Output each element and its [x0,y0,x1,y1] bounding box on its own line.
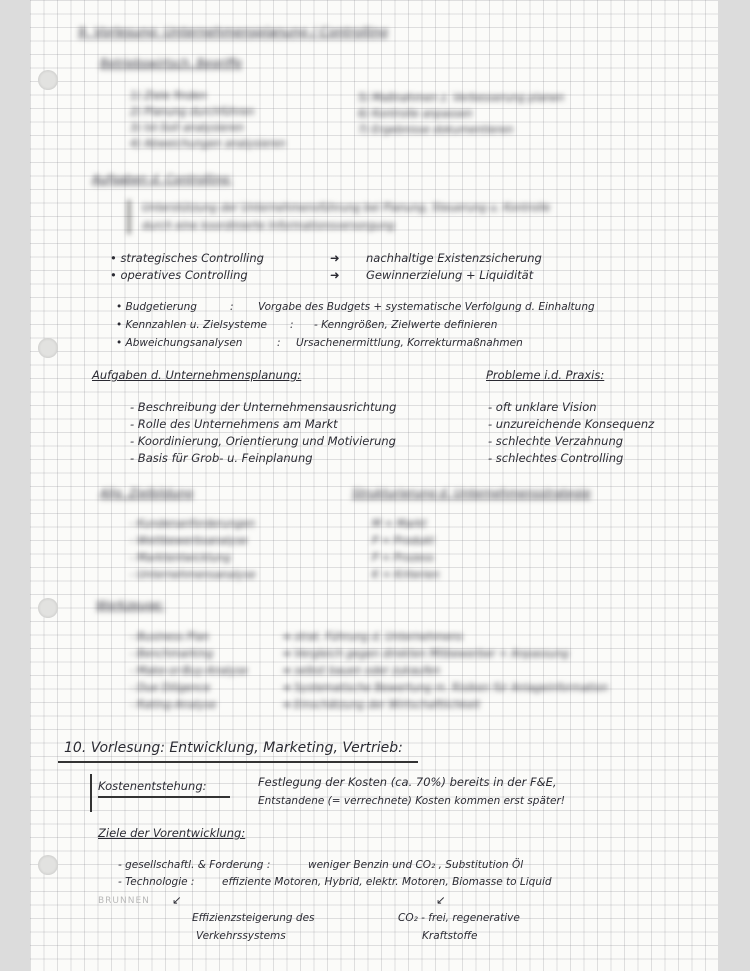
tool-desc: Vorgabe des Budgets + systematische Verfolgung d. Einhaltung [258,301,595,313]
list-item: ➜ Einschätzung der Wirtschaftlichkeit [282,699,481,711]
tool-desc: Ursachenermittlung, Korrekturmaßnahmen [296,337,523,349]
separator: : [277,337,281,349]
brand-mark: BRUNNEN [98,896,150,906]
controlling-goal: nachhaltige Existenzsicherung [366,251,542,265]
title-underline [58,761,418,763]
tool-name: • Budgetierung [116,301,197,313]
list-item: - Unternehmensanalyse [130,569,256,581]
problem-item: - schlechte Verzahnung [488,434,624,448]
label-underline [98,796,230,798]
result-text: CO₂ - frei, regenerative [398,912,520,924]
list-item: 5) Maßnahmen z. Verbesserung planen [358,92,565,104]
tool-desc: - Kenngrößen, Zielwerte definieren [314,319,498,331]
section-heading: Werkzeuge: [96,598,165,612]
planning-item: - Beschreibung der Unternehmensausrichtung [130,400,397,414]
box-text: Unterstützung der Unternehmensführung bei Planung, Steuerung u. Kontrolle [142,202,551,214]
list-item: P = Produkt [372,535,435,547]
tool-name: • Abweichungsanalysen [116,337,243,349]
list-item: P = Prozess [372,552,434,564]
box-text: durch eine koordinierte Informationsversorgung [142,220,395,232]
problems-heading: Probleme i.d. Praxis: [486,368,605,382]
cost-text: Entstandene (= verrechnete) Kosten kommen erst später! [258,795,565,807]
arrow-icon: ↙ [436,893,446,907]
planning-heading: Aufgaben d. Unternehmensplanung: [92,368,302,382]
goals-heading: Ziele der Vorentwicklung: [98,826,246,840]
goal-desc: weniger Benzin und CO₂ , Substitution Öl [308,859,524,871]
cost-text: Festlegung der Kosten (ca. 70%) bereits in der F&E, [258,775,557,789]
list-item: 3) Ist-Soll analysieren [130,122,244,134]
tool-name: • Kennzahlen u. Zielsysteme [116,319,268,331]
goal-category: - Technologie : [118,876,195,888]
list-item: - Marktentwicklung [130,552,231,564]
list-item: - Benchmarking [130,648,214,660]
list-item: - Due Diligence [130,682,211,694]
problem-item: - oft unklare Vision [488,400,597,414]
punch-hole [38,598,58,618]
box-bar [90,774,92,812]
list-item: - Rating-Analyse [130,699,217,711]
list-item: - Wettbewerbsanalyse [130,535,248,547]
list-item: 6) Kontrolle anpassen [358,108,473,120]
list-item: 1) Ziele finden [130,90,207,102]
punch-hole [38,855,58,875]
planning-item: - Koordinierung, Orientierung und Motivierung [130,434,396,448]
section-heading: Allg. Zielbildung [100,486,194,500]
list-item: 7) Ergebnisse dokumentieren [358,124,514,136]
controlling-type: • strategisches Controlling [110,251,264,265]
cost-label: Kostenentstehung: [98,779,207,793]
arrow-icon: ↙ [172,893,182,907]
planning-item: - Rolle des Unternehmens am Markt [130,417,338,431]
list-item: 2) Planung durchführen [130,106,255,118]
section-heading: Betriebswirtsch. Begriffe [100,56,243,70]
controlling-goal: Gewinnerzielung + Liquidität [366,268,534,282]
punch-hole [38,338,58,358]
problem-item: - schlechtes Controlling [488,451,624,465]
controlling-type: • operatives Controlling [110,268,248,282]
lecture9-title: 9. Vorlesung: Unternehmensplanung / Controlling [78,24,388,39]
list-item: K = Kriterien [372,569,440,581]
list-item: M = Markt [372,518,427,530]
list-item: - Business Plan [130,631,210,643]
result-text: Verkehrssystems [196,930,286,942]
punch-hole [38,70,58,90]
arrow-icon: ➜ [330,251,340,265]
result-text: Kraftstoffe [422,930,478,942]
list-item: ➜ strat. Führung d. Unternehmens [282,631,463,643]
goal-category: - gesellschaftl. & Forderung : [118,859,271,871]
list-item: ➜ selbst bauen oder zukaufen [282,665,441,677]
result-text: Effizienzsteigerung des [192,912,315,924]
separator: : [230,301,234,313]
list-item: - Kundenanforderungen [130,518,255,530]
goal-desc: effiziente Motoren, Hybrid, elektr. Motoren, Biomasse to Liquid [222,876,552,888]
list-item: ➜ Systematische Bewertung m. Risiken für Anlageinformation [282,682,609,694]
section-heading: Strukturierung d. Unternehmensstrategie [352,486,591,500]
list-item: 4) Abweichungen analysieren [130,138,286,150]
list-item: ➜ Vergleich gegen direkten Mitbewerber + Anpassung [282,648,569,660]
separator: : [290,319,294,331]
problem-item: - unzureichende Konsequenz [488,417,655,431]
arrow-icon: ➜ [330,268,340,282]
planning-item: - Basis für Grob- u. Feinplanung [130,451,313,465]
section-heading: Aufgaben d. Controlling: [92,172,233,186]
box-bar [128,200,130,234]
lecture10-title: 10. Vorlesung: Entwicklung, Marketing, Vertrieb: [64,740,403,756]
list-item: - Make-or-Buy-Analyse [130,665,248,677]
